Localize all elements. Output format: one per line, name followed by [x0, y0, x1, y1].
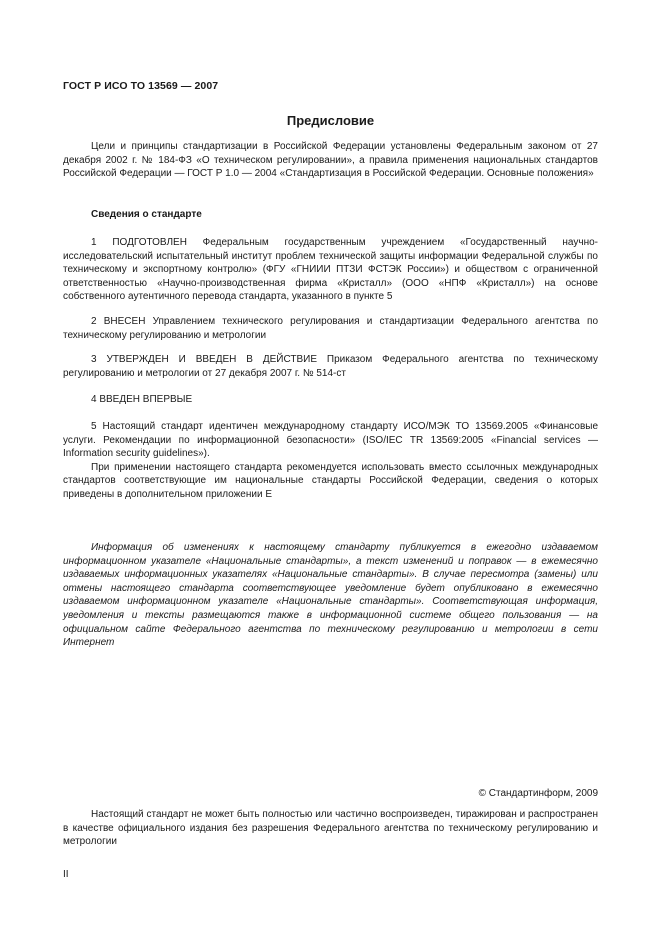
item-2-text: 2 ВНЕСЕН Управлением технического регулирования и стандартизации Федерального агентства по техническому регулированию и метрологии	[63, 316, 598, 341]
doc-code: ГОСТ Р ИСО ТО 13569 — 2007	[63, 80, 219, 92]
item-3-text: 3 УТВЕРЖДЕН И ВВЕДЕН В ДЕЙСТВИЕ Приказом Федерального агентства по техническому регулированию и метрологии от 27 декабря 2007 г. № 514-ст	[63, 354, 598, 379]
notice-paragraph	[63, 541, 598, 650]
item-4	[63, 393, 598, 407]
item-1	[63, 236, 598, 304]
item-1-text: 1 ПОДГОТОВЛЕН Федеральным государственным учреждением «Государственный научно-исследовательский испытательный институт проблем технической защиты информации Федеральной службы по техническому и экспортному контролю» (ФГУ «ГНИИИ ПТЗИ ФСТЭК России») и обществом с ограниченной ответственностью «Научно-производственная фирма «Кристалл» (ООО «НПФ «Кристалл») на основе собственного аутентичного перевода стандарта, указанного в пункте 5	[63, 237, 598, 303]
info-heading: Сведения о стандарте	[91, 209, 202, 220]
page-number: II	[63, 869, 69, 880]
item-2	[63, 315, 598, 342]
notice-text: Информация об изменениях к настоящему стандарту публикуется в ежегодно издаваемом информационном указателе «Национальные стандарты», а текст изменений и поправок — в ежемесячно издаваемых информационных указателях «Национальные стандарты». В случае пересмотра (замены) или отмены настоящего стандарта соответствующее уведомление будет опубликовано в ежемесячно издаваемом информационном указателе «Национальные стандарты». Соответствующая информация, уведомления и тексты размещаются также в информационной системе общего пользования — на официальном сайте Федерального агентства по техническому регулированию и метрологии в сети Интернет	[63, 542, 598, 649]
copyright: © Стандартинформ, 2009	[478, 788, 598, 799]
intro-paragraph	[63, 140, 598, 181]
reproduction-notice	[63, 808, 598, 849]
item-5	[63, 420, 598, 502]
item-3	[63, 353, 598, 380]
item-5-text: 5 Настоящий стандарт идентичен международному стандарту ИСО/МЭК ТО 13569.2005 «Финансовые услуги. Рекомендации по информационной безопасности» (ISO/IEC TR 13569:2005 «Financial services — Information security guidelines»).	[63, 421, 598, 460]
item-5-extra-text: При применении настоящего стандарта рекомендуется использовать вместо ссылочных международных стандартов соответствующие им национальные стандарты Российской Федерации, сведения о которых приведены в дополнительном приложении Е	[63, 461, 598, 500]
item-4-text: 4 ВВЕДЕН ВПЕРВЫЕ	[91, 394, 193, 405]
reproduction-text: Настоящий стандарт не может быть полностью или частично воспроизведен, тиражирован и распространен в качестве официального издания без разрешения Федерального агентства по техническому регулированию и метрологии	[63, 809, 598, 848]
intro-text: Цели и принципы стандартизации в Российской Федерации установлены Федеральным законом от 27 декабря 2002 г. № 184-ФЗ «О техническом регулировании», а правила применения национальных стандартов Российской Федерации — ГОСТ Р 1.0 — 2004 «Стандартизация в Российской Федерации. Основные положения»	[63, 141, 598, 180]
page-title: Предисловие	[286, 113, 375, 128]
